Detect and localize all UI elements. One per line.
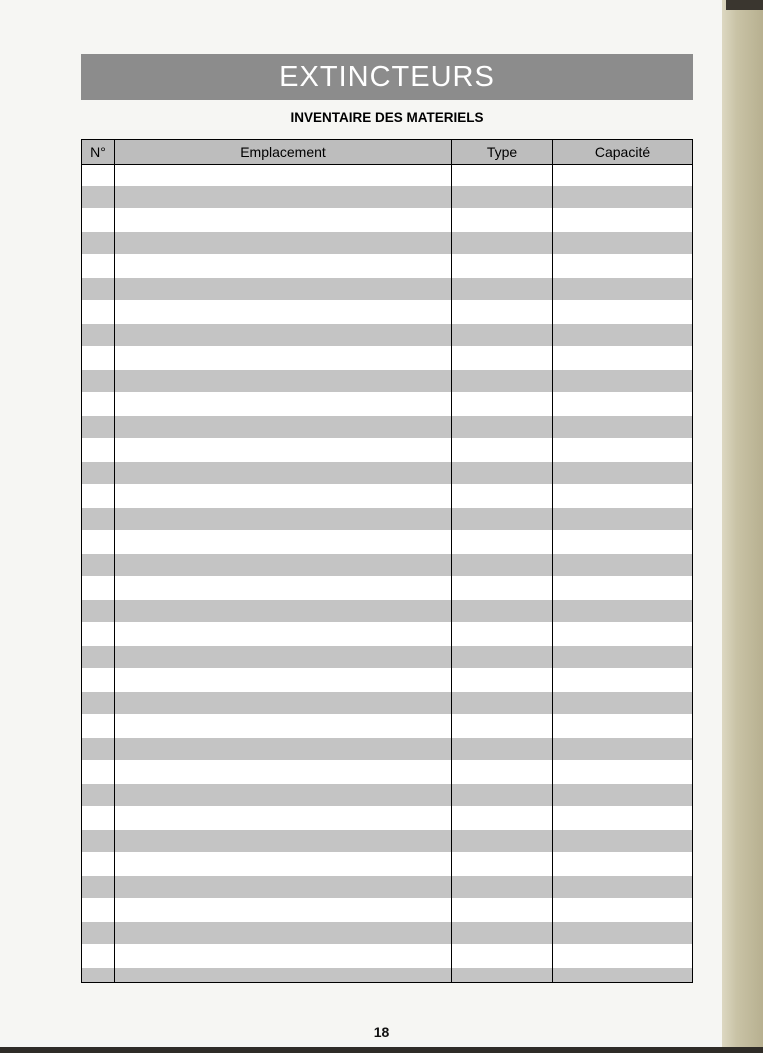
- table-header: [82, 140, 692, 165]
- column-divider: [451, 165, 452, 982]
- column-header-location: Emplacement: [114, 140, 451, 164]
- page-title: EXTINCTEURS: [279, 60, 495, 93]
- section-subtitle: INVENTAIRE DES MATERIELS: [290, 110, 484, 125]
- page-number: 18: [373, 1024, 390, 1040]
- column-header-number: N°: [90, 144, 106, 160]
- title-banner: [81, 54, 693, 100]
- scan-bottom-shadow: [0, 1047, 763, 1053]
- column-header-capacity: Capacité: [552, 140, 692, 164]
- table-body: [82, 165, 692, 982]
- book-page-edge: [722, 0, 763, 1053]
- inventory-table: [81, 139, 693, 983]
- column-header-type: Type: [451, 140, 552, 164]
- column-divider: [114, 165, 115, 982]
- column-divider: [552, 165, 553, 982]
- book-binding-shadow: [726, 0, 763, 10]
